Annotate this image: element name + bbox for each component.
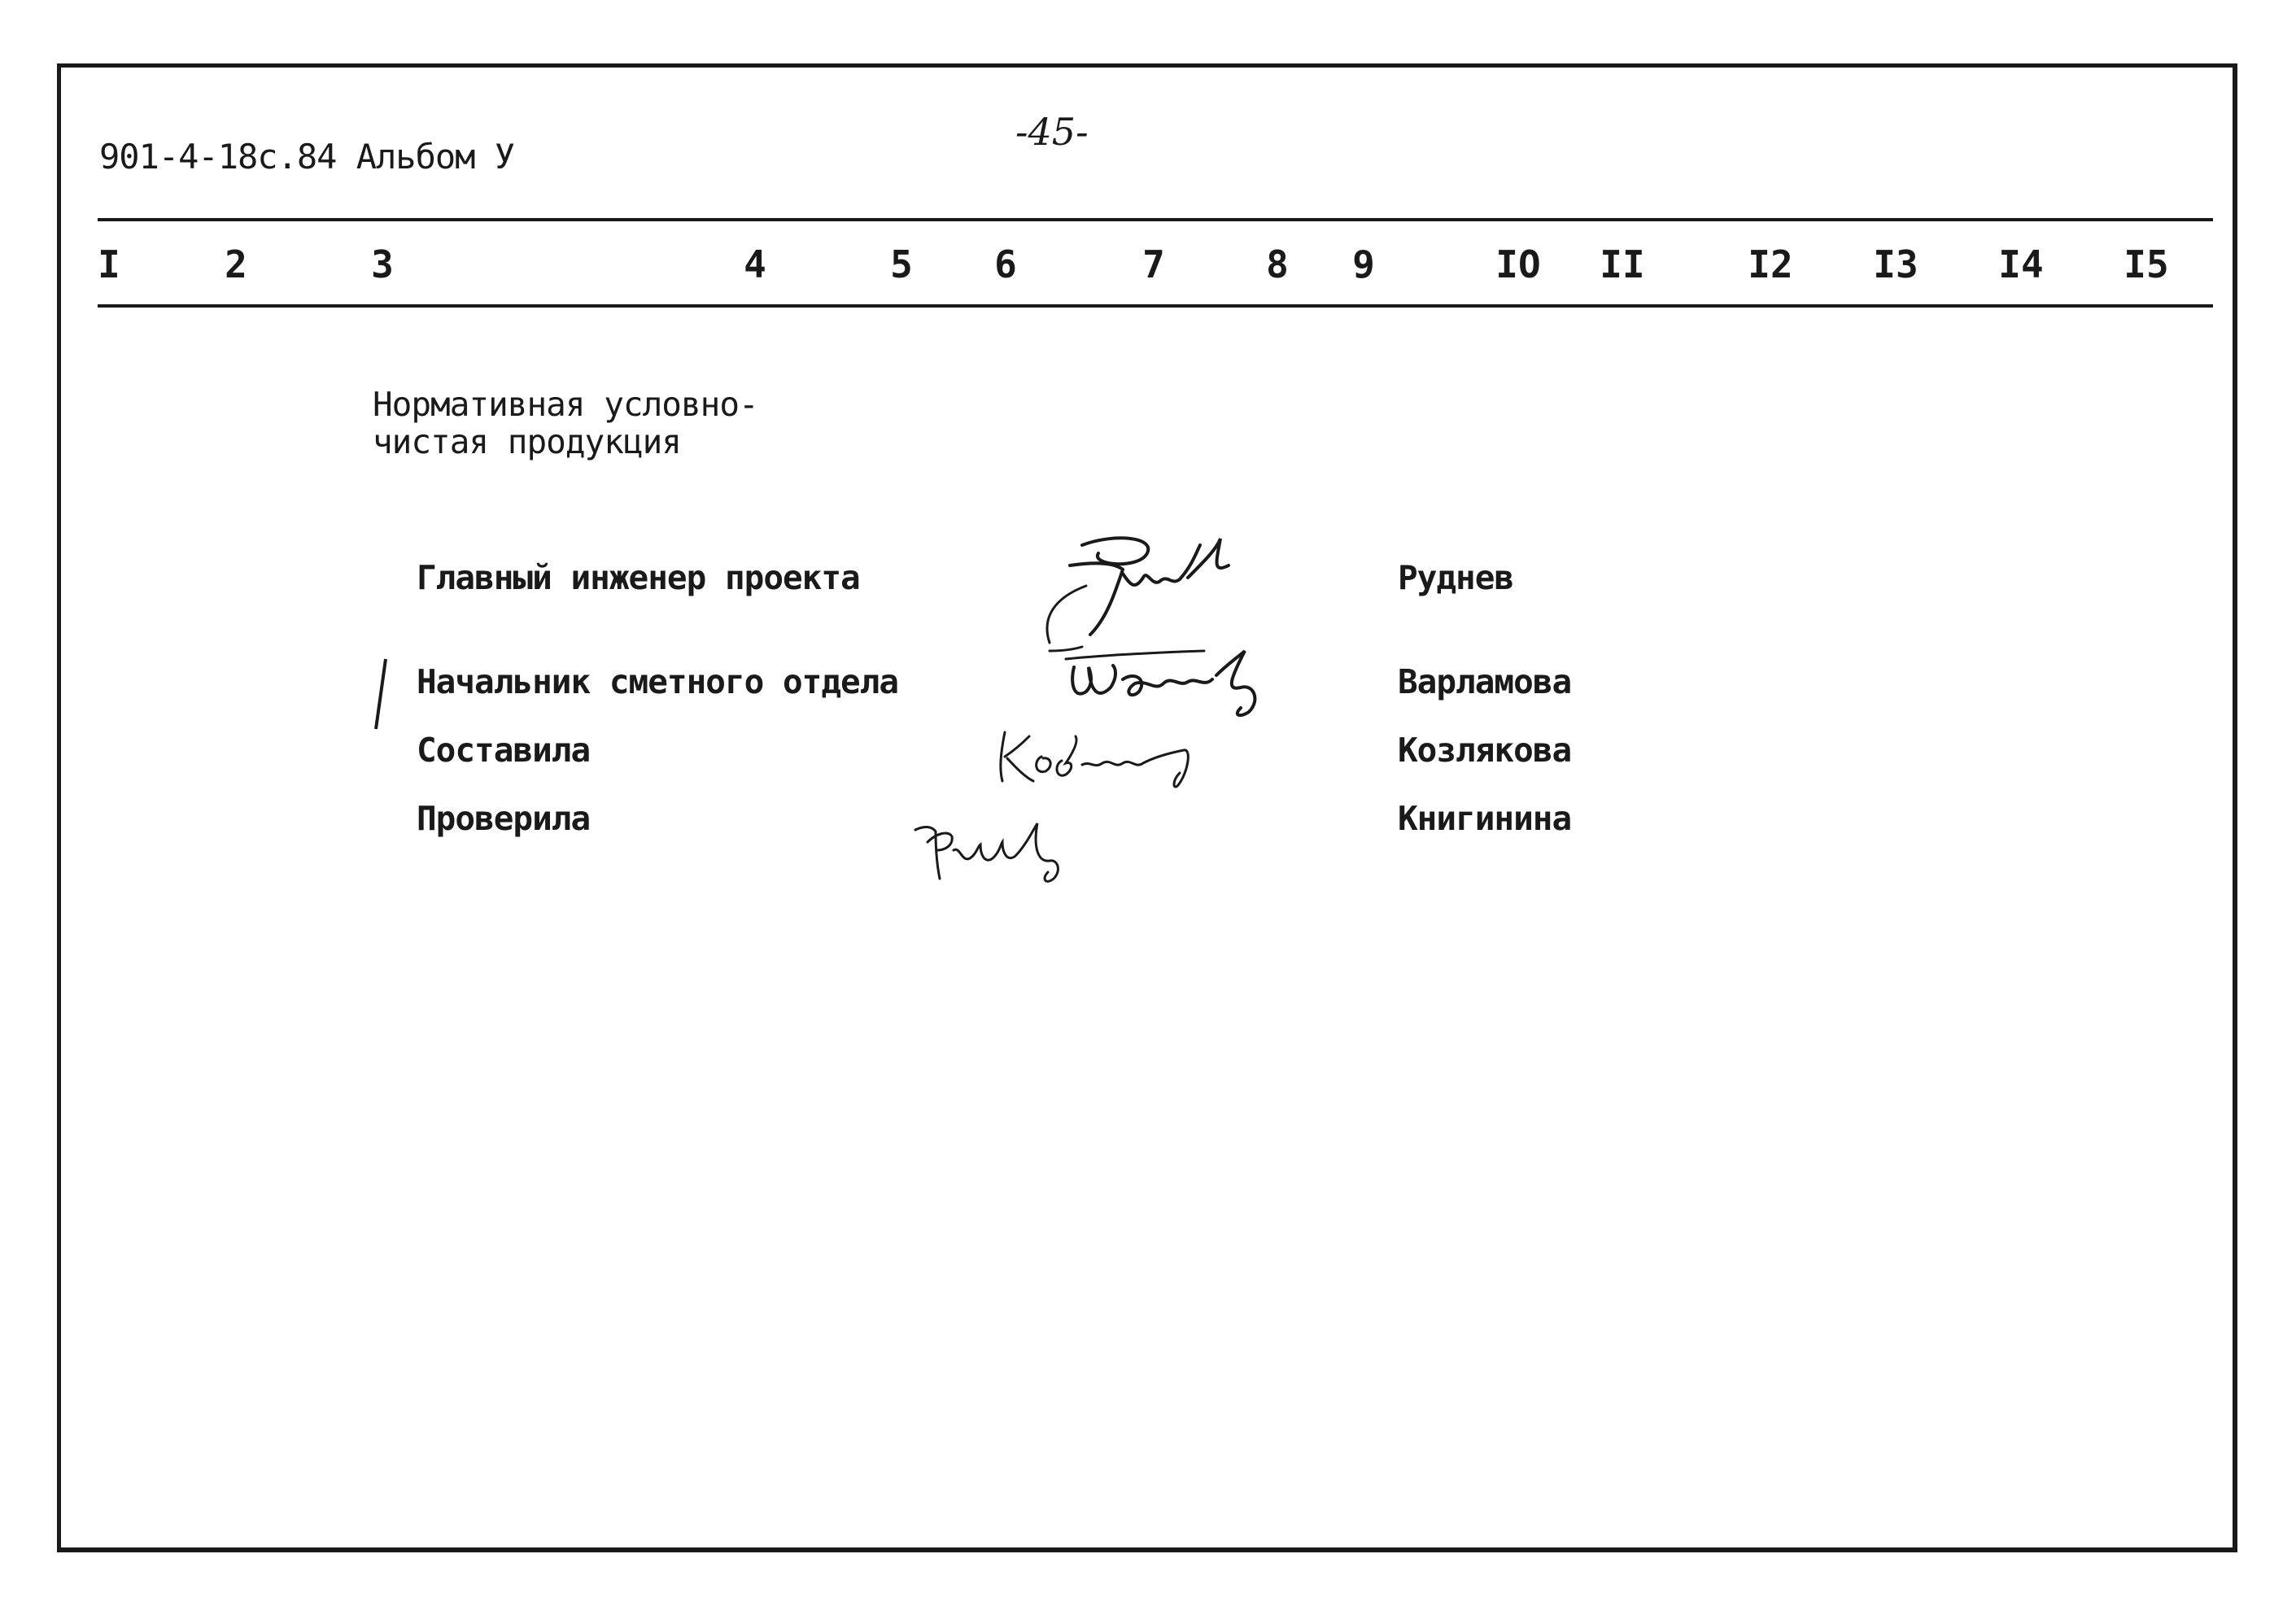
signer-name: Козлякова xyxy=(1398,731,1572,770)
signer-role: Проверила xyxy=(417,799,591,838)
page-frame xyxy=(57,63,2237,1552)
signature-chief-engineer xyxy=(993,529,1294,659)
column-number: II xyxy=(1600,242,1645,286)
header-rule-top xyxy=(98,218,2213,221)
column-number: 7 xyxy=(1142,242,1165,286)
column-number: 6 xyxy=(994,242,1017,286)
column-number: I2 xyxy=(1748,242,1793,286)
signature-checked-by xyxy=(903,805,1082,895)
signature-compiled-by xyxy=(984,716,1220,797)
page-number: -45- xyxy=(1015,110,1089,154)
column-number: I3 xyxy=(1873,242,1918,286)
note-text: Нормативная условно- чистая продукция xyxy=(373,385,758,461)
signer-role: Главный инженер проекта xyxy=(417,558,860,597)
column-number: 2 xyxy=(225,242,247,286)
column-number: I xyxy=(98,242,120,286)
header-rule-bottom xyxy=(98,304,2213,308)
signer-name: Варламова xyxy=(1398,662,1572,701)
signer-name: Руднев xyxy=(1398,558,1514,597)
column-number: 5 xyxy=(890,242,913,286)
column-number: IO xyxy=(1495,242,1541,286)
signer-name: Книгинина xyxy=(1398,799,1572,838)
column-number: 4 xyxy=(744,242,766,286)
column-number: I4 xyxy=(1998,242,2044,286)
column-number: I5 xyxy=(2124,242,2169,286)
signer-role: Начальник сметного отдела xyxy=(417,662,899,701)
column-number: 3 xyxy=(371,242,394,286)
column-number: 8 xyxy=(1266,242,1289,286)
document-code: 901-4-18с.84 Альбом У xyxy=(99,137,515,177)
margin-tick-mark xyxy=(373,657,389,731)
column-number: 9 xyxy=(1352,242,1375,286)
signer-role: Составила xyxy=(417,731,591,770)
